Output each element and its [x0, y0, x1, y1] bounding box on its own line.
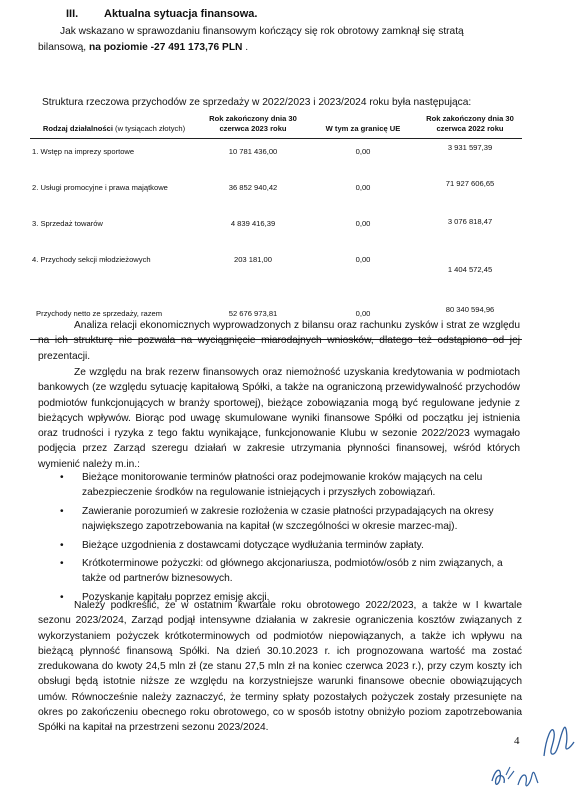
row-value-eu: 0,00	[355, 255, 371, 264]
analysis-paragraph: Analiza relacji ekonomicznych wyprowadzonych z bilansu oraz rachunku zysków i strat ze względu na ich strukturę nie pozwala na wyciągnięcie miarodajnych wniosków, dlatego też odstąpiono od jej prezentacji.	[38, 320, 520, 362]
handwritten-signature	[540, 718, 578, 764]
row-value-eu: 0,00	[355, 183, 371, 192]
row-name: 1. Wstęp na imprezy sportowe	[32, 147, 135, 156]
structure-caption: Struktura rzeczowa przychodów ze sprzedaży w 2022/2023 i 2023/2024 roku była następująca:	[42, 97, 472, 108]
intro-line-1: Jak wskazano w sprawozdaniu finansowym kończący się rok obrotowy zamknął się stratą	[60, 26, 464, 37]
list-item: • Bieżące uzgodnienia z dostawcami dotyczące wydłużania terminów zapłaty.	[60, 538, 520, 553]
table-row	[30, 175, 522, 211]
bullet-marker: •	[60, 591, 64, 603]
loss-amount: na poziomie -27 491 173,76 PLN	[88, 42, 243, 53]
list-item: • Bieżące monitorowanie terminów płatności oraz podejmowanie kroków mających na celu zabezpieczenie środków na regulowanie istniejących i przyszłych zobowiązań.	[60, 472, 483, 499]
table-row	[30, 247, 522, 293]
total-value-2023: 52 676 973,81	[198, 293, 308, 340]
header-activity-type: Rodzaj działalności (w tysiącach złotych)	[30, 112, 198, 139]
list-item: • Pozyskanie kapitału poprzez emisję akcji.	[60, 590, 520, 605]
actions-list	[60, 470, 520, 608]
row-name: 3. Sprzedaż towarów	[32, 219, 103, 228]
revenue-table	[30, 112, 522, 340]
header-year-2023: Rok zakończony dnia 30 czerwca 2023 roku	[198, 112, 308, 139]
row-value-2022: 3 931 597,39	[447, 143, 493, 152]
row-value-2023: 203 181,00	[233, 255, 272, 264]
intro-paragraph	[38, 24, 520, 56]
total-name: Przychody netto ze sprzedaży, razem	[30, 293, 198, 340]
bullet-marker: •	[60, 558, 64, 570]
row-value-2023: 4 839 416,39	[230, 219, 276, 228]
bullet-marker: •	[60, 505, 64, 517]
bullet-marker: •	[60, 539, 64, 551]
row-name: 2. Usługi promocyjne i prawa majątkowe	[32, 183, 168, 192]
reserves-paragraph: Ze względu na brak rezerw finansowych oraz niemożność uzyskania kredytowania w podmiotach bankowych (ze względu sytuację kapitałową Spółki, a także na ograniczoną przewidywalność przychodów podmiotów funkcjonujących w branży sportowej), bieżące zobowiązania mogą być regulowane jedynie z bieżących wpływów. Biorąc pod uwagę skumulowane wyniki finansowe Spółki od początku jej istnienia oraz trudności i ryzyka z tego faktu wynikające, funkcjonowanie Klubu w sezonie 2022/2023 wymagało podjęcia przez Zarząd szeregu działań w zakresie utrzymania płynności finansowej, wśród których wymienić należy m.in.:	[38, 367, 520, 470]
row-value-2022: 71 927 606,65	[445, 179, 495, 188]
closing-paragraph: Należy podkreślić, że w ostatnim kwartale roku obrotowego 2022/2023, a także w I kwartale sezonu 2023/2024, Zarząd podjął intensywne działania w zakresie ograniczenia kosztów związanych z wykorzystaniem pożyczek krótkoterminowych od podmiotów niepowiązanych, a także ich wpływu na bieżącą płynność finansową Spółki. Na dzień 30.10.2023 r. ich prognozowana wartość ma zostać zredukowana do kwoty 24,5 mln zł (ze stanu 27,5 mln zł na koniec czerwca 2023 r.), przy czym koszty ich obsługi będą istotnie niższe ze względu na korzystniejsze warunki finansowe obecnie obowiązujących umów. Równocześnie należy zaznaczyć, że terminy spłaty pozostałych pożyczek zostały przesunięte na okres po zakończeniu obecnego roku obrotowego, co w sposób istotny obniżyło poziom zapotrzebowania Spółki na kapitał na przestrzeni sezonu 2023/2024.	[38, 600, 522, 734]
header-eu: W tym za granicę UE	[308, 112, 418, 139]
row-value-eu: 0,00	[355, 147, 371, 156]
row-name: 4. Przychody sekcji młodzieżowych	[32, 255, 151, 264]
table-row	[30, 211, 522, 247]
table-header-row	[30, 112, 522, 139]
section-number: III.	[66, 8, 79, 20]
list-item: • Zawieranie porozumień w zakresie rozłożenia w czasie płatności przypadających na okresy największego zapotrzebowania na kapitał (w szczególności w okresie marzec-maj).	[60, 505, 494, 533]
intro-line-2-prefix: bilansową,	[38, 42, 89, 53]
page-number: 4	[514, 735, 520, 747]
section-title: Aktualna sytuacja finansowa.	[104, 8, 258, 20]
row-value-2023: 36 852 940,42	[228, 183, 278, 192]
bullet-marker: •	[60, 472, 64, 483]
header-year-2022: Rok zakończony dnia 30 czerwca 2022 roku	[418, 112, 522, 139]
row-value-2022: 1 404 572,45	[447, 265, 493, 274]
row-value-2023: 10 781 436,00	[228, 147, 278, 156]
intro-line-2-suffix: .	[242, 42, 249, 53]
row-value-2022: 3 076 818,47	[447, 217, 493, 226]
list-item: • Krótkoterminowe pożyczki: od głównego akcjonariusza, podmiotów/osób z nim związanych, a także od partnerów biznesowych.	[60, 558, 503, 585]
total-value-eu: 0,00	[308, 293, 418, 340]
table-row	[30, 139, 522, 176]
total-value-2022: 80 340 594,96	[418, 293, 522, 340]
row-value-eu: 0,00	[355, 219, 371, 228]
